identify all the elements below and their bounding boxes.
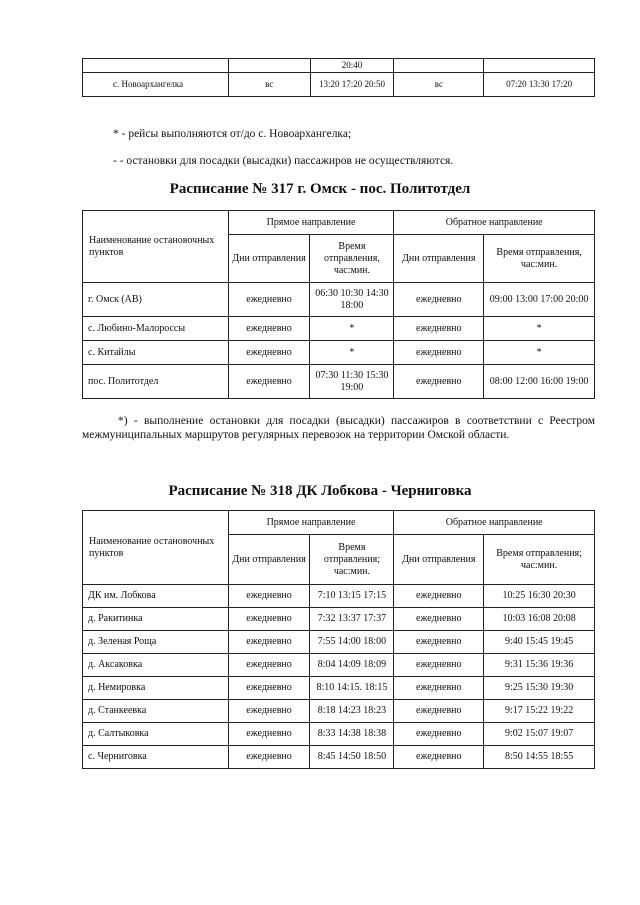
stop-name: с. Новоархангелка bbox=[83, 73, 229, 97]
days-forward: ежедневно bbox=[228, 700, 310, 723]
days-backward bbox=[394, 59, 484, 73]
days-backward: ежедневно bbox=[394, 283, 484, 317]
times-forward: 07:30 11:30 15:30 19:00 bbox=[310, 365, 394, 399]
header-stop-name: Наименование остановочных пунктов bbox=[83, 211, 229, 283]
times-forward: 20:40 bbox=[310, 59, 394, 73]
table-row bbox=[83, 59, 595, 73]
table-row bbox=[83, 700, 595, 723]
header-time-forward: Время отправления, час:мин. bbox=[310, 235, 394, 283]
header-backward: Обратное направление bbox=[394, 211, 595, 235]
times-forward: 7:32 13:37 17:37 bbox=[310, 608, 394, 631]
times-backward: * bbox=[484, 341, 595, 365]
table-row bbox=[83, 73, 595, 97]
days-backward: ежедневно bbox=[394, 341, 484, 365]
days-forward: ежедневно bbox=[228, 608, 310, 631]
days-backward: ежедневно bbox=[394, 317, 484, 341]
days-backward: ежедневно bbox=[394, 608, 484, 631]
stop-name: д. Салтыковка bbox=[83, 723, 229, 746]
table-row bbox=[83, 677, 595, 700]
header-stop-name: Наименование остановочных пунктов bbox=[83, 511, 229, 585]
days-forward: ежедневно bbox=[228, 723, 310, 746]
stop-name: пос. Политотдел bbox=[83, 365, 229, 399]
days-backward: ежедневно bbox=[394, 677, 484, 700]
schedule-317-table bbox=[82, 210, 595, 399]
header-forward: Прямое направление bbox=[228, 511, 394, 535]
header-days-backward: Дни отправления bbox=[394, 535, 484, 585]
stop-name: г. Омск (АВ) bbox=[83, 283, 229, 317]
table-row bbox=[83, 365, 595, 399]
table-row bbox=[83, 746, 595, 769]
schedule-317-title: Расписание № 317 г. Омск - пос. Политотдел bbox=[169, 181, 471, 197]
times-backward: 08:00 12:00 16:00 19:00 bbox=[484, 365, 595, 399]
days-backward: ежедневно bbox=[394, 700, 484, 723]
times-forward: 13:20 17:20 20:50 bbox=[310, 73, 394, 97]
days-forward: ежедневно bbox=[228, 283, 310, 317]
days-backward: вс bbox=[394, 73, 484, 97]
days-backward: ежедневно bbox=[394, 746, 484, 769]
header-days-forward: Дни отправления bbox=[228, 235, 310, 283]
table-row bbox=[83, 631, 595, 654]
times-forward: 8:45 14:50 18:50 bbox=[310, 746, 394, 769]
days-forward: ежедневно bbox=[228, 365, 310, 399]
times-backward: 10:25 16:30 20:30 bbox=[484, 585, 595, 608]
times-forward: 8:10 14:15. 18:15 bbox=[310, 677, 394, 700]
times-backward: 9:17 15:22 19:22 bbox=[484, 700, 595, 723]
times-backward: 9:31 15:36 19:36 bbox=[484, 654, 595, 677]
times-forward: 8:04 14:09 18:09 bbox=[310, 654, 394, 677]
times-backward bbox=[484, 59, 595, 73]
stop-name: ДК им. Лобкова bbox=[83, 585, 229, 608]
table-row bbox=[83, 654, 595, 677]
stop-name: с. Любино-Малороссы bbox=[83, 317, 229, 341]
schedule-318-table bbox=[82, 510, 595, 769]
table-row bbox=[83, 723, 595, 746]
stop-name: д. Зеленая Роща bbox=[83, 631, 229, 654]
times-forward: * bbox=[310, 341, 394, 365]
times-forward: 7:55 14:00 18:00 bbox=[310, 631, 394, 654]
header-time-backward: Время отправления, час:мин. bbox=[484, 235, 595, 283]
table-row bbox=[83, 283, 595, 317]
times-backward: 8:50 14:55 18:55 bbox=[484, 746, 595, 769]
days-forward: ежедневно bbox=[228, 631, 310, 654]
header-days-backward: Дни отправления bbox=[394, 235, 484, 283]
stop-name: д. Станкеевка bbox=[83, 700, 229, 723]
header-row bbox=[83, 511, 595, 535]
times-forward: 7:10 13:15 17:15 bbox=[310, 585, 394, 608]
times-backward: 09:00 13:00 17:00 20:00 bbox=[484, 283, 595, 317]
days-forward bbox=[228, 59, 310, 73]
days-forward: ежедневно bbox=[228, 654, 310, 677]
times-forward: 8:33 14:38 18:38 bbox=[310, 723, 394, 746]
dash-note: - - остановки для посадки (высадки) пассажиров не осуществляются. bbox=[113, 155, 454, 167]
header-backward: Обратное направление bbox=[394, 511, 595, 535]
days-forward: вс bbox=[228, 73, 310, 97]
days-forward: ежедневно bbox=[228, 341, 310, 365]
days-backward: ежедневно bbox=[394, 654, 484, 677]
times-backward: 9:40 15:45 19:45 bbox=[484, 631, 595, 654]
times-forward: 06:30 10:30 14:30 18:00 bbox=[310, 283, 394, 317]
times-backward: * bbox=[484, 317, 595, 341]
days-backward: ежедневно bbox=[394, 723, 484, 746]
header-time-backward: Время отправления; час:мин. bbox=[484, 535, 595, 585]
times-backward: 07:20 13:30 17:20 bbox=[484, 73, 595, 97]
stop-name: д. Ракитинка bbox=[83, 608, 229, 631]
table-row bbox=[83, 341, 595, 365]
header-days-forward: Дни отправления bbox=[228, 535, 310, 585]
header-time-forward: Время отправления; час:мин. bbox=[310, 535, 394, 585]
asterisk-note: * - рейсы выполняются от/до с. Новоархангелка; bbox=[113, 128, 352, 140]
times-backward: 9:25 15:30 19:30 bbox=[484, 677, 595, 700]
table-row bbox=[83, 317, 595, 341]
stop-name: с. Китайлы bbox=[83, 341, 229, 365]
schedule-continuation-table bbox=[82, 58, 595, 97]
days-backward: ежедневно bbox=[394, 631, 484, 654]
stop-name: д. Аксаковка bbox=[83, 654, 229, 677]
days-backward: ежедневно bbox=[394, 365, 484, 399]
days-forward: ежедневно bbox=[228, 746, 310, 769]
days-forward: ежедневно bbox=[228, 317, 310, 341]
header-forward: Прямое направление bbox=[228, 211, 394, 235]
days-forward: ежедневно bbox=[228, 585, 310, 608]
times-forward: 8:18 14:23 18:23 bbox=[310, 700, 394, 723]
days-backward: ежедневно bbox=[394, 585, 484, 608]
stop-name: д. Немировка bbox=[83, 677, 229, 700]
times-backward: 9:02 15:07 19:07 bbox=[484, 723, 595, 746]
times-backward: 10:03 16:08 20:08 bbox=[484, 608, 595, 631]
table-row bbox=[83, 585, 595, 608]
schedule-317-footnote: *) - выполнение остановки для посадки (высадки) пассажиров в соответствии с Реестром межмуниципальных маршрутов регулярных перевозок на территории Омской области. bbox=[82, 415, 595, 441]
schedule-318-title: Расписание № 318 ДК Лобкова - Черниговка bbox=[168, 483, 472, 499]
days-forward: ежедневно bbox=[228, 677, 310, 700]
times-forward: * bbox=[310, 317, 394, 341]
header-row bbox=[83, 211, 595, 235]
stop-name: с. Черниговка bbox=[83, 746, 229, 769]
stop-name bbox=[83, 59, 229, 73]
table-row bbox=[83, 608, 595, 631]
